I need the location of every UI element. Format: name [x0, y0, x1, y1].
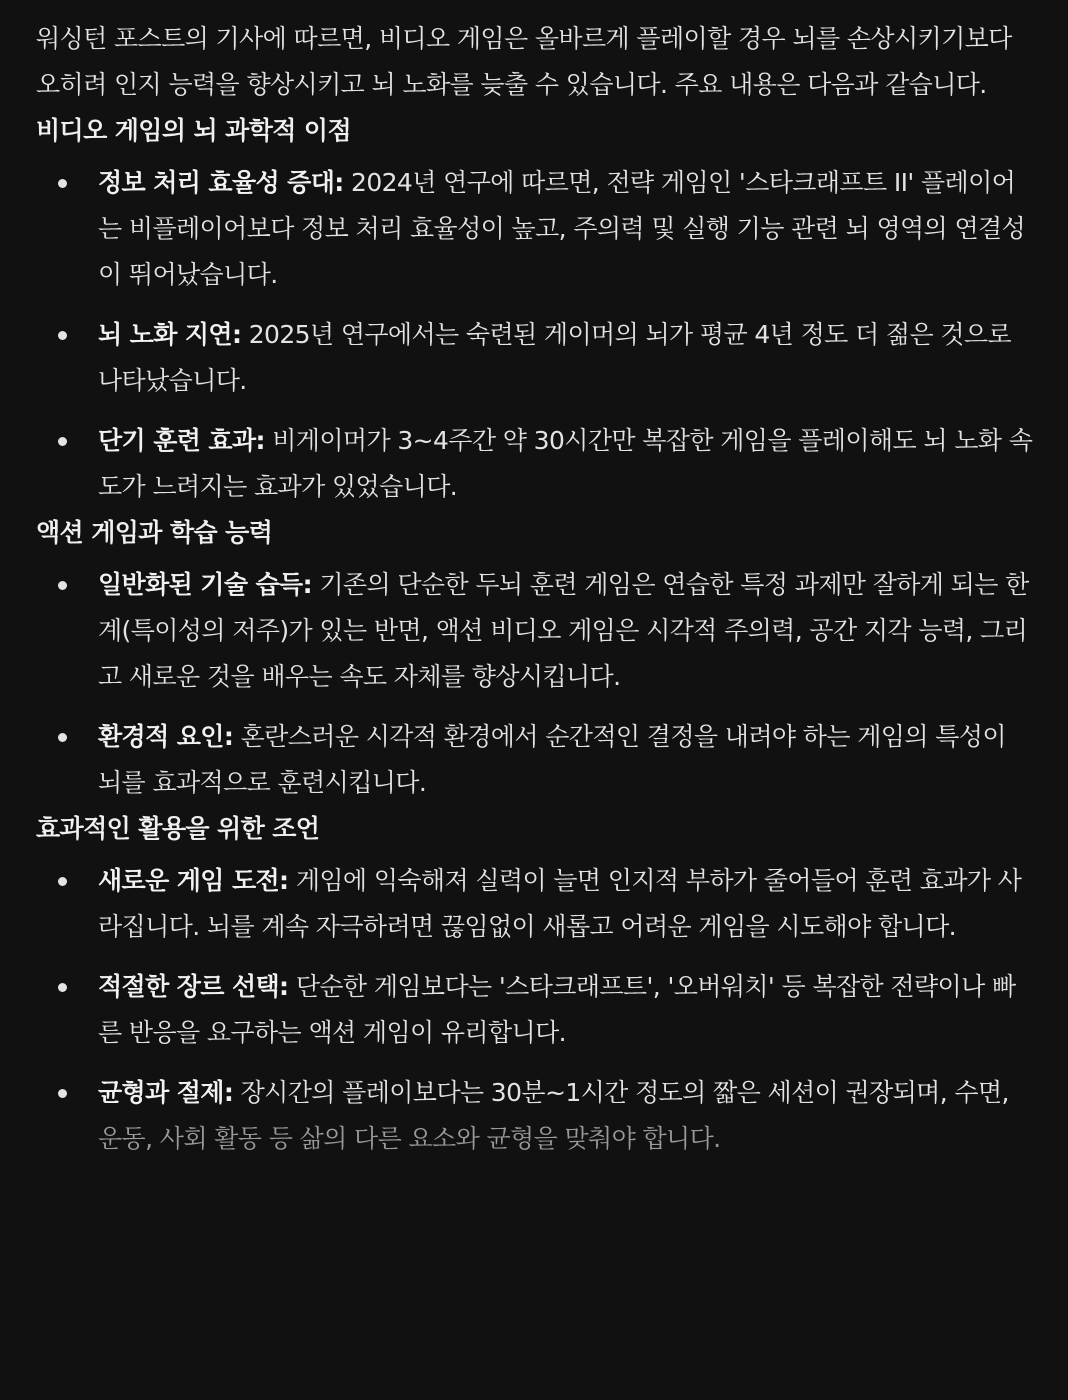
bullet-icon — [58, 877, 67, 886]
list-item — [36, 1070, 1036, 1162]
bullet-icon — [58, 437, 67, 446]
bullet-icon — [58, 331, 67, 340]
list-item — [36, 964, 1036, 1056]
bullet-list-brain-benefits — [36, 160, 1036, 510]
bullet-icon — [58, 733, 67, 742]
list-item-term: 환경적 요인: — [98, 722, 234, 751]
list-item — [36, 858, 1036, 950]
bullet-icon — [58, 1089, 67, 1098]
list-item — [36, 714, 1036, 806]
list-item-text: 2025년 연구에서는 숙련된 게이머의 뇌가 평균 4년 정도 더 젊은 것으로 나타났습니다. — [98, 320, 1012, 395]
section-heading-brain-benefits: 비디오 게임의 뇌 과학적 이점 — [36, 116, 352, 145]
list-item-text: 게임에 익숙해져 실력이 늘면 인지적 부하가 줄어들어 훈련 효과가 사라집니다. 뇌를 계속 자극하려면 끊임없이 새롭고 어려운 게임을 시도해야 합니다. — [98, 866, 1022, 941]
list-item-term: 적절한 장르 선택: — [98, 972, 289, 1001]
list-item-term: 정보 처리 효율성 증대: — [98, 168, 344, 197]
list-item-term: 뇌 노화 지연: — [98, 320, 242, 349]
section-heading-tips: 효과적인 활용을 위한 조언 — [36, 814, 320, 843]
list-item-term: 새로운 게임 도전: — [98, 866, 289, 895]
list-item-term: 균형과 절제: — [98, 1078, 234, 1107]
list-item — [36, 160, 1036, 298]
section-heading-action-games: 액션 게임과 학습 능력 — [36, 518, 273, 547]
list-item — [36, 312, 1036, 404]
list-item-text-streaming: 운동, 사회 활동 등 삶의 다른 요소와 균형을 맞춰야 합니다. — [98, 1124, 721, 1153]
response-content — [36, 16, 1036, 1162]
bullet-icon — [58, 983, 67, 992]
bullet-icon — [58, 581, 67, 590]
bullet-icon — [58, 179, 67, 188]
list-item-text: 혼란스러운 시각적 환경에서 순간적인 결정을 내려야 하는 게임의 특성이 뇌를 효과적으로 훈련시킵니다. — [98, 722, 1006, 797]
list-item — [36, 562, 1036, 700]
list-item-text: 기존의 단순한 두뇌 훈련 게임은 연습한 특정 과제만 잘하게 되는 한계(특이성의 저주)가 있는 반면, 액션 비디오 게임은 시각적 주의력, 공간 지각 능력, 그리고 새로운 것을 배우는 속도 자체를 향상시킵니다. — [98, 570, 1029, 691]
list-item-text: 비게이머가 3~4주간 약 30시간만 복잡한 게임을 플레이해도 뇌 노화 속도가 느려지는 효과가 있었습니다. — [98, 426, 1033, 501]
list-item-term: 단기 훈련 효과: — [98, 426, 265, 455]
list-item-term: 일반화된 기술 습득: — [98, 570, 313, 599]
list-item-text: 장시간의 플레이보다는 30분~1시간 정도의 짧은 세션이 권장되며, 수면, — [233, 1078, 1009, 1107]
bullet-list-tips — [36, 858, 1036, 1162]
list-item — [36, 418, 1036, 510]
bullet-list-action-games — [36, 562, 1036, 806]
list-item-text: 2024년 연구에 따르면, 전략 게임인 '스타크래프트 II' 플레이어는 비플레이어보다 정보 처리 효율성이 높고, 주의력 및 실행 기능 관련 뇌 영역의 연결성이 뛰어났습니다. — [98, 168, 1026, 289]
intro-paragraph: 워싱턴 포스트의 기사에 따르면, 비디오 게임은 올바르게 플레이할 경우 뇌를 손상시키기보다 오히려 인지 능력을 향상시키고 뇌 노화를 늦출 수 있습니다. 주요 내용은 다음과 같습니다. — [36, 24, 1012, 99]
list-item-text: 단순한 게임보다는 '스타크래프트', '오버워치' 등 복잡한 전략이나 빠른 반응을 요구하는 액션 게임이 유리합니다. — [98, 972, 1016, 1047]
